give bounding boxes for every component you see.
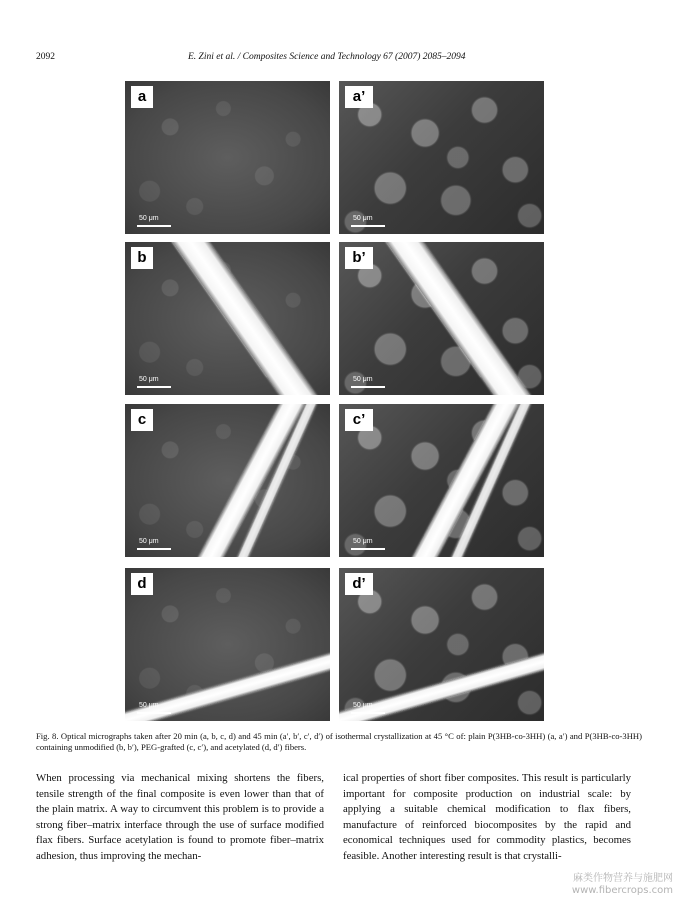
scale-bar-label: 50 μm <box>353 538 373 545</box>
scale-bar-label: 50 μm <box>353 376 373 383</box>
page-header <box>36 52 642 66</box>
scale-bar <box>351 386 385 388</box>
scale-bar <box>137 386 171 388</box>
micrograph-a-prime <box>339 81 544 234</box>
body-text-left-column: When processing via mechanical mixing shortens the fibers, tensile strength of the final composite is even lower than that of the plain matrix. A way to circumvent this problem is to provide a strong fiber–matrix interface through the use of surface modified flax fibers. Surface acetylation is found to promote fiber–matrix adhesion, thus improving the mechan- <box>36 772 324 862</box>
scale-bar-label: 50 μm <box>353 215 373 222</box>
micrograph-c <box>125 404 330 557</box>
flax-fiber <box>182 404 309 557</box>
micrograph-b-prime <box>339 242 544 395</box>
panel-label: a’ <box>345 86 373 108</box>
scale-bar-label: 50 μm <box>139 538 159 545</box>
micrograph-c-prime <box>339 404 544 557</box>
flax-fiber <box>396 404 523 557</box>
scale-bar-label: 50 μm <box>139 215 159 222</box>
scale-bar <box>351 225 385 227</box>
body-text-right-column: ical properties of short fiber composites. This result is particularly important for composite production on industrial scale: by applying a suitable chemical modification to flax fibers, manufacture of reinforced biocomposites by the rapid and economical techniques used for commodity plastics, becomes feasible. Another interesting result is that crystalli- <box>343 772 631 862</box>
panel-label: c’ <box>345 409 373 431</box>
watermark <box>572 873 673 897</box>
flax-fiber <box>339 652 544 721</box>
page-number: 2092 <box>36 52 55 62</box>
panel-label: d <box>131 573 153 595</box>
panel-label: b <box>131 247 153 269</box>
scale-bar <box>137 225 171 227</box>
panel-label: b’ <box>345 247 373 269</box>
running-head: E. Zini et al. / Composites Science and Technology 67 (2007) 2085–2094 <box>188 52 466 62</box>
panel-label: a <box>131 86 153 108</box>
micrograph-a <box>125 81 330 234</box>
scale-bar-label: 50 μm <box>353 702 373 709</box>
flax-fiber <box>125 652 330 721</box>
panel-label: c <box>131 409 153 431</box>
micrograph-b <box>125 242 330 395</box>
flax-fiber <box>157 242 330 395</box>
scale-bar <box>351 548 385 550</box>
watermark-url: www.fibercrops.com <box>571 885 673 896</box>
scale-bar-label: 50 μm <box>139 702 159 709</box>
figure-caption: Fig. 8. Optical micrographs taken after 20 min (a, b, c, d) and 45 min (a′, b′, c′, d′) of isothermal crystallization at 45 °C of: plain P(3HB-co-3HH) (a, a′) and P(3HB-co-3HH) containing unmodified (b, b′), PEG-grafted (c, c′), and acetylated (d, d′) fibers. <box>36 731 642 752</box>
scale-bar <box>137 712 171 714</box>
flax-fiber <box>371 242 544 395</box>
micrograph-d-prime <box>339 568 544 721</box>
micrograph-d <box>125 568 330 721</box>
scale-bar <box>137 548 171 550</box>
panel-label: d’ <box>345 573 373 595</box>
watermark-chinese: 麻类作物营养与施肥网 <box>573 873 673 884</box>
scale-bar <box>351 712 385 714</box>
scale-bar-label: 50 μm <box>139 376 159 383</box>
